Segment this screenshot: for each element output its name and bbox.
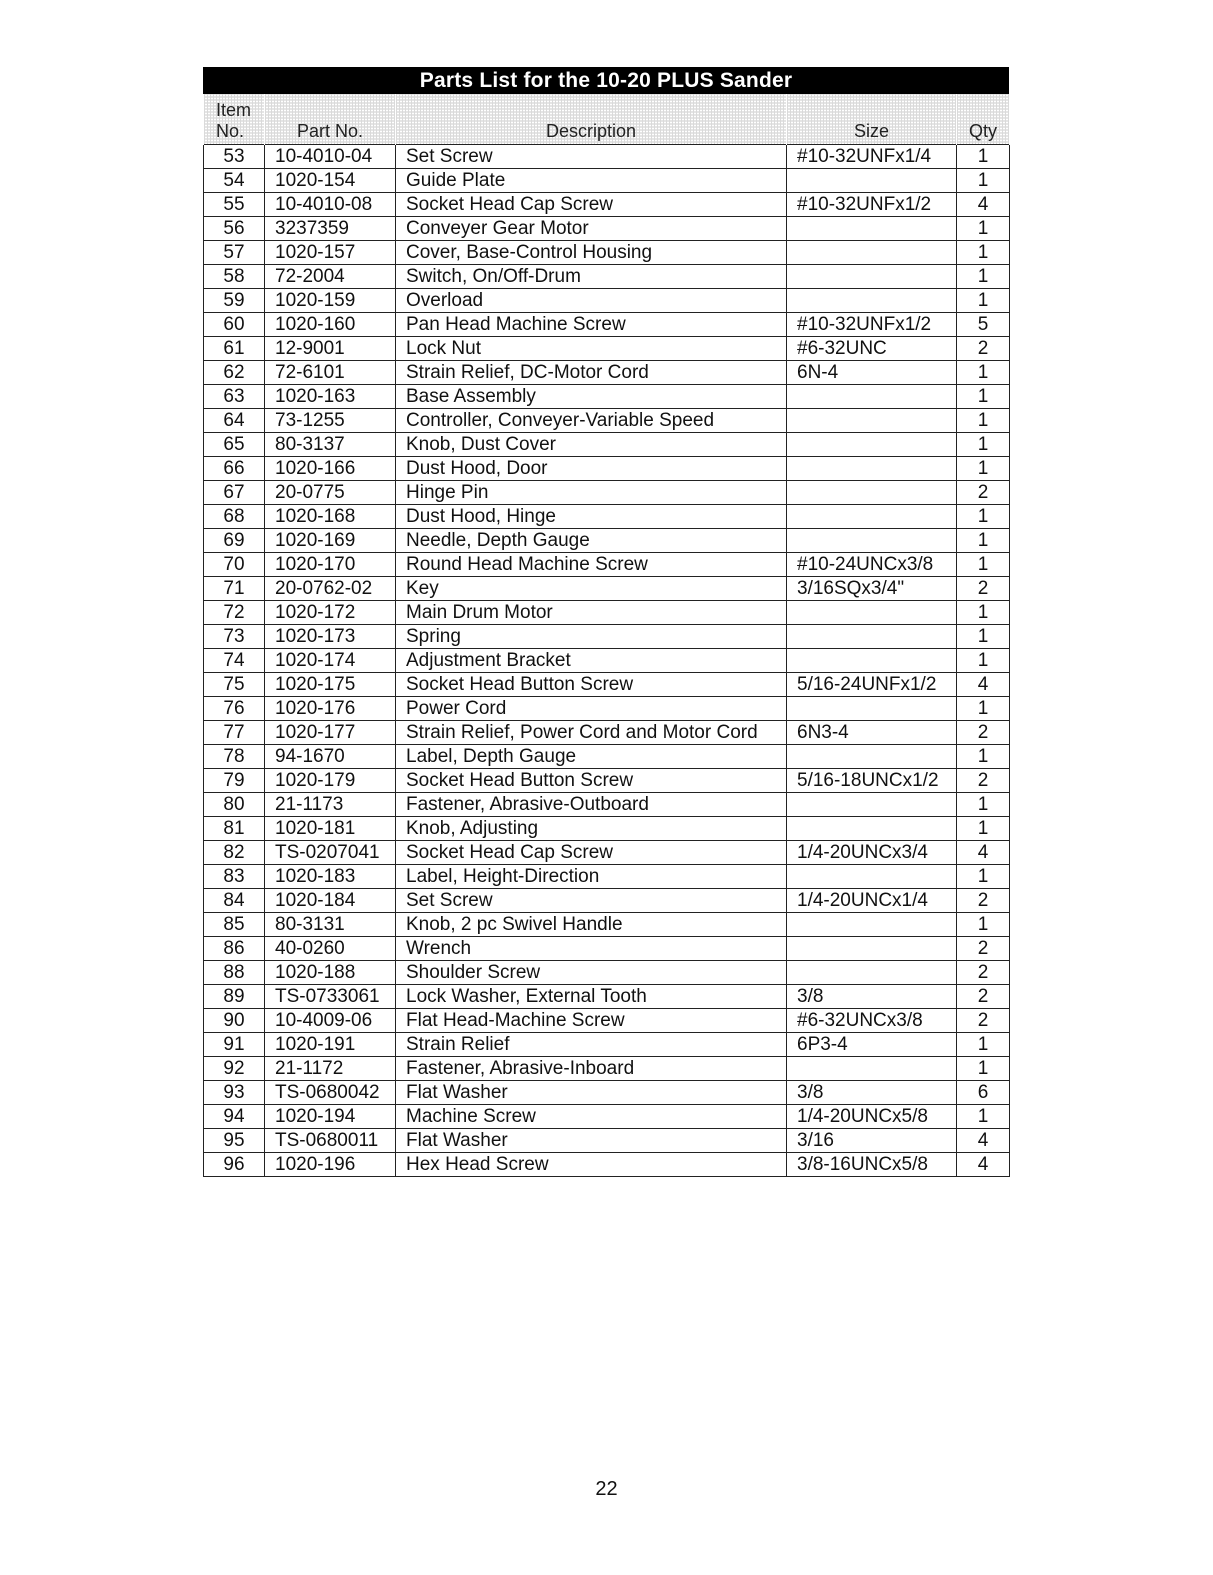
cell-size: #6-32UNCx3/8 [787, 1009, 957, 1033]
cell-description: Set Screw [396, 145, 787, 169]
cell-description: Lock Nut [396, 337, 787, 361]
cell-description: Switch, On/Off-Drum [396, 265, 787, 289]
cell-part-no: 1020-168 [265, 505, 396, 529]
cell-part-no: TS-0680011 [265, 1129, 396, 1153]
cell-size: 3/16 [787, 1129, 957, 1153]
table-row [204, 721, 1010, 745]
cell-size: 3/8-16UNCx5/8 [787, 1153, 957, 1177]
parts-list-title: Parts List for the 10-20 PLUS Sander [203, 67, 1009, 94]
cell-part-no: 1020-154 [265, 169, 396, 193]
cell-item-no: 55 [204, 193, 265, 217]
table-row [204, 577, 1010, 601]
cell-description: Shoulder Screw [396, 961, 787, 985]
cell-description: Base Assembly [396, 385, 787, 409]
cell-qty: 4 [957, 1129, 1010, 1153]
cell-qty: 1 [957, 1057, 1010, 1081]
cell-qty: 1 [957, 553, 1010, 577]
cell-item-no: 68 [204, 505, 265, 529]
cell-qty: 1 [957, 1105, 1010, 1129]
table-row [204, 481, 1010, 505]
cell-item-no: 79 [204, 769, 265, 793]
cell-description: Fastener, Abrasive-Inboard [396, 1057, 787, 1081]
cell-qty: 1 [957, 625, 1010, 649]
cell-item-no: 90 [204, 1009, 265, 1033]
cell-description: Round Head Machine Screw [396, 553, 787, 577]
cell-description: Socket Head Cap Screw [396, 193, 787, 217]
table-row [204, 217, 1010, 241]
cell-part-no: 10-4010-08 [265, 193, 396, 217]
cell-item-no: 89 [204, 985, 265, 1009]
cell-size: 3/8 [787, 1081, 957, 1105]
cell-size: 1/4-20UNCx5/8 [787, 1105, 957, 1129]
cell-item-no: 93 [204, 1081, 265, 1105]
cell-item-no: 60 [204, 313, 265, 337]
header-description: Description [396, 94, 787, 145]
cell-description: Fastener, Abrasive-Outboard [396, 793, 787, 817]
cell-item-no: 62 [204, 361, 265, 385]
cell-part-no: TS-0733061 [265, 985, 396, 1009]
table-row [204, 625, 1010, 649]
cell-size [787, 217, 957, 241]
cell-part-no: 1020-163 [265, 385, 396, 409]
table-row [204, 841, 1010, 865]
cell-qty: 1 [957, 865, 1010, 889]
cell-qty: 2 [957, 961, 1010, 985]
cell-description: Guide Plate [396, 169, 787, 193]
table-row [204, 553, 1010, 577]
cell-description: Flat Washer [396, 1129, 787, 1153]
cell-item-no: 76 [204, 697, 265, 721]
cell-item-no: 78 [204, 745, 265, 769]
cell-qty: 1 [957, 241, 1010, 265]
cell-qty: 1 [957, 601, 1010, 625]
cell-description: Main Drum Motor [396, 601, 787, 625]
cell-qty: 1 [957, 433, 1010, 457]
cell-part-no: 72-2004 [265, 265, 396, 289]
cell-part-no: 1020-184 [265, 889, 396, 913]
cell-qty: 1 [957, 361, 1010, 385]
cell-part-no: 1020-159 [265, 289, 396, 313]
cell-size: 1/4-20UNCx3/4 [787, 841, 957, 865]
cell-qty: 1 [957, 169, 1010, 193]
table-row [204, 769, 1010, 793]
table-row [204, 817, 1010, 841]
table-row [204, 865, 1010, 889]
cell-description: Strain Relief [396, 1033, 787, 1057]
cell-item-no: 81 [204, 817, 265, 841]
cell-description: Socket Head Button Screw [396, 769, 787, 793]
cell-qty: 2 [957, 577, 1010, 601]
cell-size [787, 169, 957, 193]
cell-size [787, 937, 957, 961]
cell-qty: 5 [957, 313, 1010, 337]
cell-description: Key [396, 577, 787, 601]
cell-part-no: 21-1173 [265, 793, 396, 817]
cell-item-no: 91 [204, 1033, 265, 1057]
cell-item-no: 95 [204, 1129, 265, 1153]
table-row [204, 241, 1010, 265]
cell-part-no: 1020-191 [265, 1033, 396, 1057]
cell-qty: 2 [957, 481, 1010, 505]
cell-description: Hex Head Screw [396, 1153, 787, 1177]
cell-qty: 2 [957, 721, 1010, 745]
cell-size [787, 817, 957, 841]
cell-size [787, 433, 957, 457]
cell-item-no: 58 [204, 265, 265, 289]
cell-size: #10-32UNFx1/4 [787, 145, 957, 169]
cell-qty: 2 [957, 1009, 1010, 1033]
cell-item-no: 86 [204, 937, 265, 961]
table-row [204, 649, 1010, 673]
cell-part-no: 72-6101 [265, 361, 396, 385]
cell-description: Conveyer Gear Motor [396, 217, 787, 241]
cell-size [787, 529, 957, 553]
cell-item-no: 59 [204, 289, 265, 313]
cell-item-no: 61 [204, 337, 265, 361]
table-row [204, 1081, 1010, 1105]
table-row [204, 913, 1010, 937]
cell-item-no: 88 [204, 961, 265, 985]
table-row [204, 1129, 1010, 1153]
cell-part-no: 1020-175 [265, 673, 396, 697]
cell-qty: 1 [957, 145, 1010, 169]
cell-part-no: TS-0680042 [265, 1081, 396, 1105]
cell-part-no: 20-0775 [265, 481, 396, 505]
cell-part-no: 73-1255 [265, 409, 396, 433]
table-row [204, 529, 1010, 553]
cell-qty: 4 [957, 1153, 1010, 1177]
cell-size [787, 1057, 957, 1081]
cell-item-no: 67 [204, 481, 265, 505]
cell-size: 3/8 [787, 985, 957, 1009]
cell-size [787, 505, 957, 529]
cell-size [787, 793, 957, 817]
cell-description: Pan Head Machine Screw [396, 313, 787, 337]
cell-item-no: 64 [204, 409, 265, 433]
table-row [204, 505, 1010, 529]
page-number: 22 [595, 1478, 618, 1500]
cell-description: Knob, Adjusting [396, 817, 787, 841]
cell-size [787, 865, 957, 889]
cell-description: Socket Head Button Screw [396, 673, 787, 697]
cell-size: #10-24UNCx3/8 [787, 553, 957, 577]
cell-description: Strain Relief, Power Cord and Motor Cord [396, 721, 787, 745]
cell-description: Overload [396, 289, 787, 313]
cell-qty: 4 [957, 673, 1010, 697]
table-row [204, 145, 1010, 169]
cell-qty: 6 [957, 1081, 1010, 1105]
cell-qty: 1 [957, 457, 1010, 481]
table-row [204, 1057, 1010, 1081]
cell-part-no: 1020-160 [265, 313, 396, 337]
cell-description: Spring [396, 625, 787, 649]
cell-part-no: 10-4010-04 [265, 145, 396, 169]
cell-size [787, 961, 957, 985]
cell-description: Machine Screw [396, 1105, 787, 1129]
cell-description: Lock Washer, External Tooth [396, 985, 787, 1009]
header-item-line1: Item [216, 100, 252, 120]
table-row [204, 193, 1010, 217]
cell-size [787, 409, 957, 433]
cell-description: Knob, Dust Cover [396, 433, 787, 457]
table-row [204, 673, 1010, 697]
cell-description: Hinge Pin [396, 481, 787, 505]
cell-part-no: 80-3131 [265, 913, 396, 937]
cell-size [787, 649, 957, 673]
cell-item-no: 74 [204, 649, 265, 673]
cell-part-no: 94-1670 [265, 745, 396, 769]
cell-size: 1/4-20UNCx1/4 [787, 889, 957, 913]
cell-size: #10-32UNFx1/2 [787, 193, 957, 217]
cell-part-no: 1020-196 [265, 1153, 396, 1177]
cell-item-no: 85 [204, 913, 265, 937]
table-row [204, 361, 1010, 385]
cell-item-no: 63 [204, 385, 265, 409]
table-row [204, 961, 1010, 985]
cell-description: Flat Washer [396, 1081, 787, 1105]
table-row [204, 433, 1010, 457]
cell-part-no: 1020-181 [265, 817, 396, 841]
cell-qty: 2 [957, 337, 1010, 361]
cell-qty: 4 [957, 841, 1010, 865]
table-row [204, 457, 1010, 481]
cell-item-no: 70 [204, 553, 265, 577]
cell-part-no: 1020-194 [265, 1105, 396, 1129]
cell-qty: 1 [957, 385, 1010, 409]
table-row [204, 985, 1010, 1009]
cell-part-no: 3237359 [265, 217, 396, 241]
cell-description: Flat Head-Machine Screw [396, 1009, 787, 1033]
table-row [204, 1105, 1010, 1129]
table-row [204, 169, 1010, 193]
cell-qty: 2 [957, 985, 1010, 1009]
cell-item-no: 96 [204, 1153, 265, 1177]
cell-description: Knob, 2 pc Swivel Handle [396, 913, 787, 937]
cell-part-no: 1020-188 [265, 961, 396, 985]
header-qty: Qty [957, 94, 1010, 145]
table-row [204, 697, 1010, 721]
cell-size: 3/16SQx3/4" [787, 577, 957, 601]
cell-item-no: 73 [204, 625, 265, 649]
header-item-no [204, 94, 265, 145]
cell-qty: 2 [957, 769, 1010, 793]
cell-description: Label, Height-Direction [396, 865, 787, 889]
cell-qty: 1 [957, 265, 1010, 289]
cell-item-no: 71 [204, 577, 265, 601]
cell-size: 6N-4 [787, 361, 957, 385]
cell-item-no: 53 [204, 145, 265, 169]
cell-size [787, 913, 957, 937]
table-row [204, 793, 1010, 817]
table-row [204, 337, 1010, 361]
cell-item-no: 57 [204, 241, 265, 265]
cell-item-no: 84 [204, 889, 265, 913]
table-row [204, 889, 1010, 913]
cell-size: 6P3-4 [787, 1033, 957, 1057]
cell-item-no: 83 [204, 865, 265, 889]
table-header-row [204, 94, 1010, 145]
table-row [204, 745, 1010, 769]
cell-size [787, 601, 957, 625]
cell-size [787, 289, 957, 313]
cell-size [787, 481, 957, 505]
cell-qty: 1 [957, 649, 1010, 673]
cell-size: 5/16-18UNCx1/2 [787, 769, 957, 793]
cell-item-no: 69 [204, 529, 265, 553]
cell-part-no: 1020-177 [265, 721, 396, 745]
header-part-no: Part No. [265, 94, 396, 145]
cell-size [787, 625, 957, 649]
table-row [204, 385, 1010, 409]
cell-qty: 1 [957, 817, 1010, 841]
table-row [204, 265, 1010, 289]
cell-part-no: 1020-183 [265, 865, 396, 889]
cell-qty: 4 [957, 193, 1010, 217]
cell-qty: 1 [957, 289, 1010, 313]
cell-part-no: 1020-172 [265, 601, 396, 625]
cell-part-no: TS-0207041 [265, 841, 396, 865]
cell-size: #6-32UNC [787, 337, 957, 361]
parts-table [203, 94, 1010, 1177]
cell-qty: 1 [957, 217, 1010, 241]
cell-qty: 1 [957, 697, 1010, 721]
cell-size [787, 265, 957, 289]
cell-size [787, 697, 957, 721]
cell-item-no: 72 [204, 601, 265, 625]
table-row [204, 313, 1010, 337]
cell-size [787, 241, 957, 265]
cell-description: Cover, Base-Control Housing [396, 241, 787, 265]
cell-size: 5/16-24UNFx1/2 [787, 673, 957, 697]
cell-qty: 1 [957, 529, 1010, 553]
cell-part-no: 20-0762-02 [265, 577, 396, 601]
cell-size [787, 745, 957, 769]
cell-size: #10-32UNFx1/2 [787, 313, 957, 337]
table-row [204, 289, 1010, 313]
cell-description: Adjustment Bracket [396, 649, 787, 673]
cell-qty: 2 [957, 937, 1010, 961]
table-row [204, 1033, 1010, 1057]
cell-size [787, 385, 957, 409]
cell-qty: 1 [957, 913, 1010, 937]
table-row [204, 409, 1010, 433]
cell-description: Controller, Conveyer-Variable Speed [396, 409, 787, 433]
cell-description: Set Screw [396, 889, 787, 913]
cell-qty: 1 [957, 505, 1010, 529]
cell-item-no: 94 [204, 1105, 265, 1129]
table-row [204, 1009, 1010, 1033]
table-row [204, 601, 1010, 625]
cell-description: Dust Hood, Door [396, 457, 787, 481]
cell-part-no: 80-3137 [265, 433, 396, 457]
cell-qty: 1 [957, 409, 1010, 433]
table-row [204, 1153, 1010, 1177]
cell-description: Dust Hood, Hinge [396, 505, 787, 529]
cell-item-no: 65 [204, 433, 265, 457]
cell-qty: 1 [957, 1033, 1010, 1057]
cell-description: Socket Head Cap Screw [396, 841, 787, 865]
cell-item-no: 77 [204, 721, 265, 745]
header-size: Size [787, 94, 957, 145]
cell-item-no: 82 [204, 841, 265, 865]
cell-item-no: 75 [204, 673, 265, 697]
cell-qty: 1 [957, 793, 1010, 817]
cell-part-no: 1020-174 [265, 649, 396, 673]
cell-part-no: 40-0260 [265, 937, 396, 961]
cell-item-no: 54 [204, 169, 265, 193]
cell-item-no: 80 [204, 793, 265, 817]
cell-description: Strain Relief, DC-Motor Cord [396, 361, 787, 385]
cell-qty: 1 [957, 745, 1010, 769]
cell-size [787, 457, 957, 481]
cell-part-no: 1020-157 [265, 241, 396, 265]
cell-size: 6N3-4 [787, 721, 957, 745]
cell-part-no: 10-4009-06 [265, 1009, 396, 1033]
header-item-line2: No. [216, 121, 245, 141]
cell-description: Needle, Depth Gauge [396, 529, 787, 553]
cell-part-no: 1020-169 [265, 529, 396, 553]
cell-part-no: 1020-166 [265, 457, 396, 481]
cell-item-no: 66 [204, 457, 265, 481]
cell-part-no: 1020-176 [265, 697, 396, 721]
cell-part-no: 12-9001 [265, 337, 396, 361]
cell-item-no: 56 [204, 217, 265, 241]
cell-part-no: 21-1172 [265, 1057, 396, 1081]
cell-item-no: 92 [204, 1057, 265, 1081]
cell-part-no: 1020-170 [265, 553, 396, 577]
cell-qty: 2 [957, 889, 1010, 913]
parts-table-body [204, 145, 1010, 1177]
cell-part-no: 1020-179 [265, 769, 396, 793]
cell-description: Wrench [396, 937, 787, 961]
table-row [204, 937, 1010, 961]
cell-part-no: 1020-173 [265, 625, 396, 649]
cell-description: Label, Depth Gauge [396, 745, 787, 769]
parts-list [203, 67, 1009, 1177]
cell-description: Power Cord [396, 697, 787, 721]
